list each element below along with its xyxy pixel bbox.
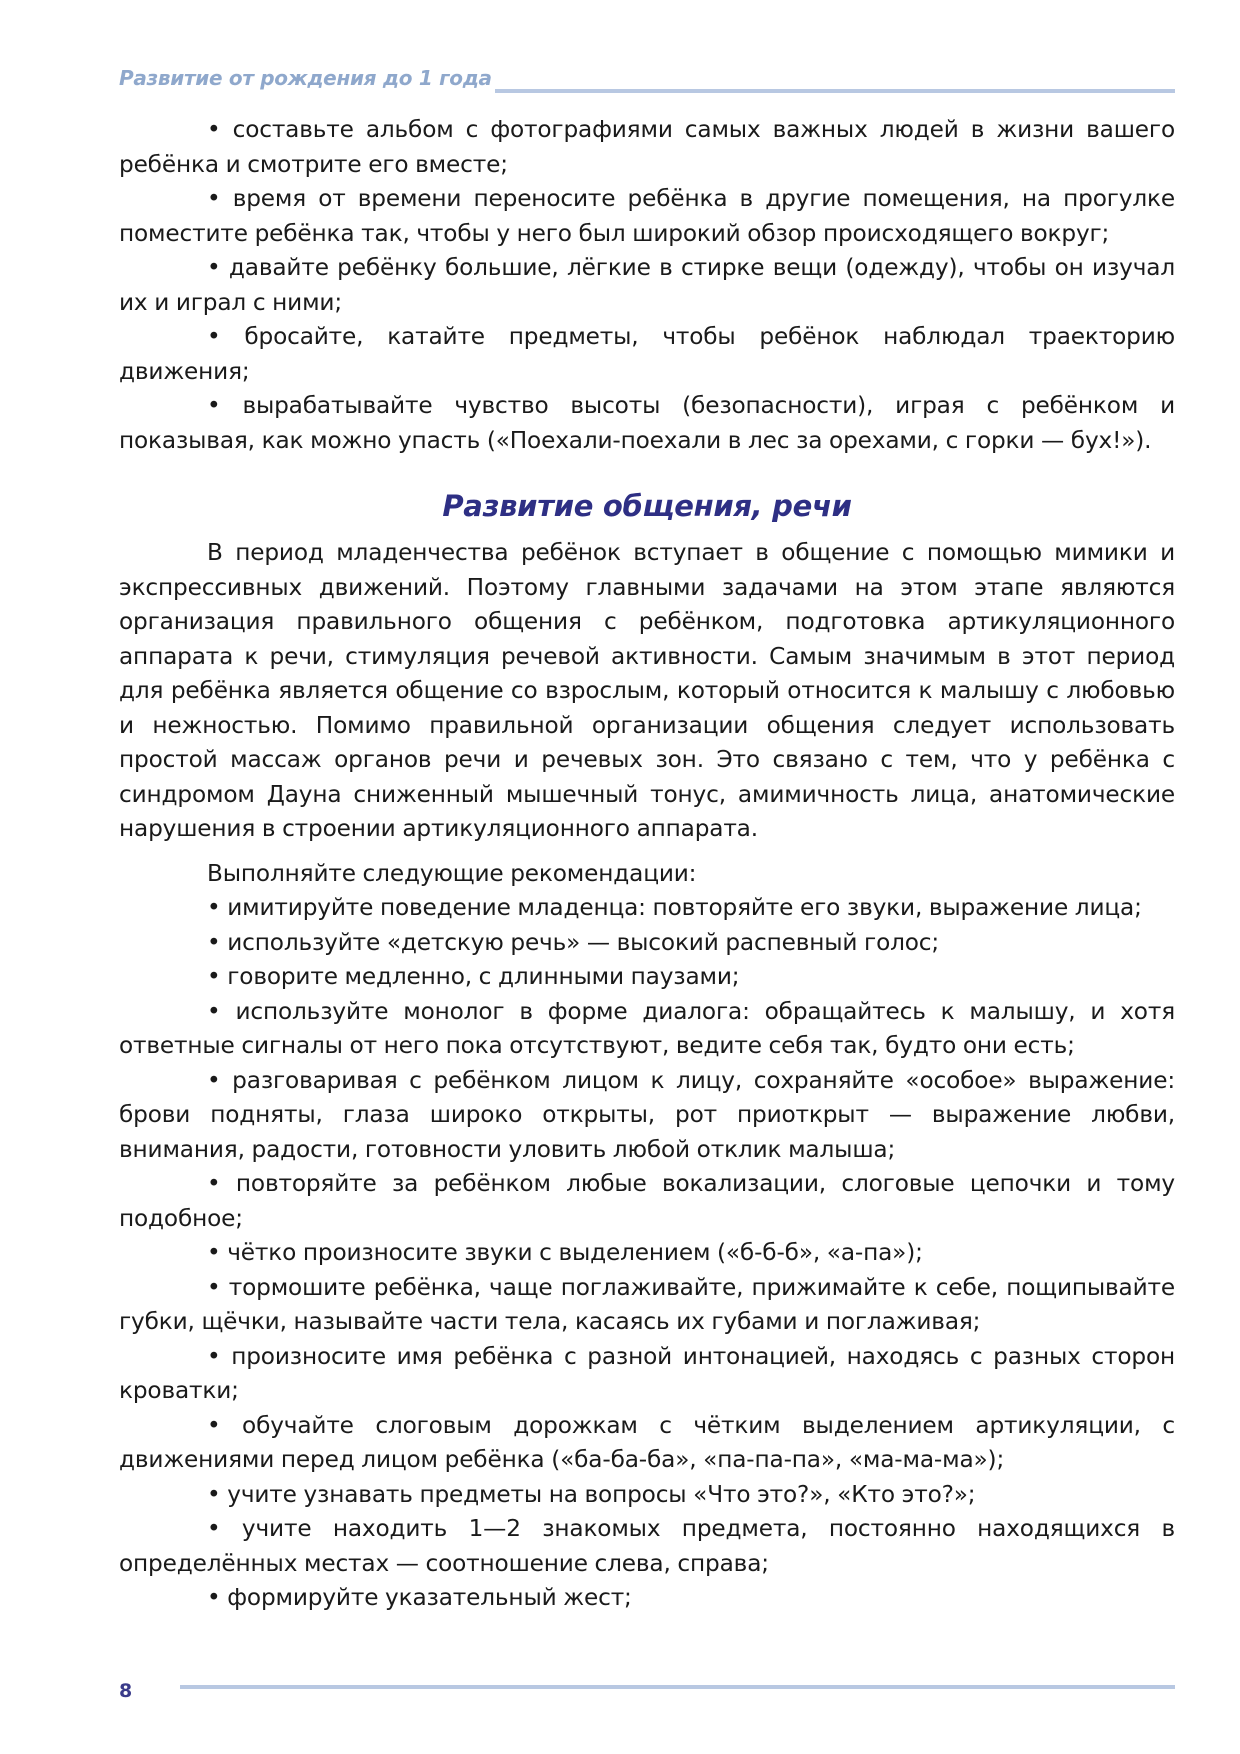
page-content	[119, 113, 1175, 1616]
list-item: • бросайте, катайте предметы, чтобы ребёнок наблюдал траекторию движения;	[119, 323, 1175, 385]
list-item: • тормошите ребёнка, чаще поглаживайте, прижимайте к себе, пощипывайте губки, щёчки, называйте части тела, касаясь их губами и поглаживая;	[119, 1273, 1175, 1335]
list-item: • имитируйте поведение младенца: повторяйте его звуки, выражение лица;	[207, 894, 1142, 921]
list-item: • используйте «детскую речь» — высокий распевный голос;	[207, 928, 940, 956]
recommendations-lead: Выполняйте следующие рекомендации:	[207, 859, 697, 887]
list-item: • учите находить 1—2 знакомых предмета, постоянно находящихся в определённых местах — соотношение слева, справа;	[119, 1515, 1175, 1577]
list-item: • время от времени переносите ребёнка в другие помещения, на прогулке поместите ребёнка так, чтобы у него был широкий обзор происходящего вокруг;	[119, 185, 1175, 247]
page-number: 8	[119, 1680, 133, 1702]
list-item: • вырабатывайте чувство высоты (безопасности), играя с ребёнком и показывая, как можно упасть («Поехали-поехали в лес за орехами, с горки — бух!»).	[119, 392, 1175, 454]
list-item: • используйте монолог в форме диалога: обращайтесь к малышу, и хотя ответные сигналы от него пока отсутствуют, ведите себя так, будто они есть;	[119, 997, 1175, 1059]
footer-rule	[180, 1685, 1175, 1689]
list-item: • формируйте указательный жест;	[207, 1584, 632, 1611]
list-item: • повторяйте за ребёнком любые вокализации, слоговые цепочки и тому подобное;	[119, 1170, 1175, 1232]
list-item: • составьте альбом с фотографиями самых важных людей в жизни вашего ребёнка и смотрите его вместе;	[119, 116, 1175, 178]
intro-paragraph: В период младенчества ребёнок вступает в общение с помощью мимики и экспрессивных движений. Поэтому главными задачами на этом этапе являются организация правильного общения с ребёнком, подготовка артикуляционного аппарата к речи, стимуляция речевой активности. Самым значимым в этот период для ребёнка является общение со взрослым, который относится к малышу с любовью и нежностью. Помимо правильной организации общения следует использовать простой массаж органов речи и речевых зон. Это связано с тем, что у ребёнка с синдромом Дауна сниженный мышечный тонус, амимичность лица, анатомические нарушения в строении артикуляционного аппарата.	[119, 539, 1175, 842]
header-rule	[495, 89, 1175, 93]
list-item: • говорите медленно, с длинными паузами;	[207, 963, 740, 990]
list-item: • давайте ребёнку большие, лёгкие в стирке вещи (одежду), чтобы он изучал их и играл с ними;	[119, 254, 1175, 316]
section-heading: Развитие общения, речи	[442, 489, 852, 523]
list-item: • произносите имя ребёнка с разной интонацией, находясь с разных сторон кроватки;	[119, 1342, 1175, 1404]
list-item: • учите узнавать предметы на вопросы «Что это?», «Кто это?»;	[207, 1480, 976, 1508]
running-header-title: Развитие от рождения до 1 года	[119, 66, 492, 90]
list-item: • чётко произносите звуки с выделением («б-б-б», «а-па»);	[207, 1239, 923, 1266]
list-item: • разговаривая с ребёнком лицом к лицу, сохраняйте «особое» выражение: брови подняты, глаза широко открыты, рот приоткрыт — выражение любви, внимания, радости, готовности уловить любой отклик малыша;	[119, 1066, 1175, 1163]
list-item: • обучайте слоговым дорожкам с чётким выделением артикуляции, с движениями перед лицом ребёнка («ба-ба-ба», «па-па-па», «ма-ма-ма»);	[119, 1411, 1175, 1473]
